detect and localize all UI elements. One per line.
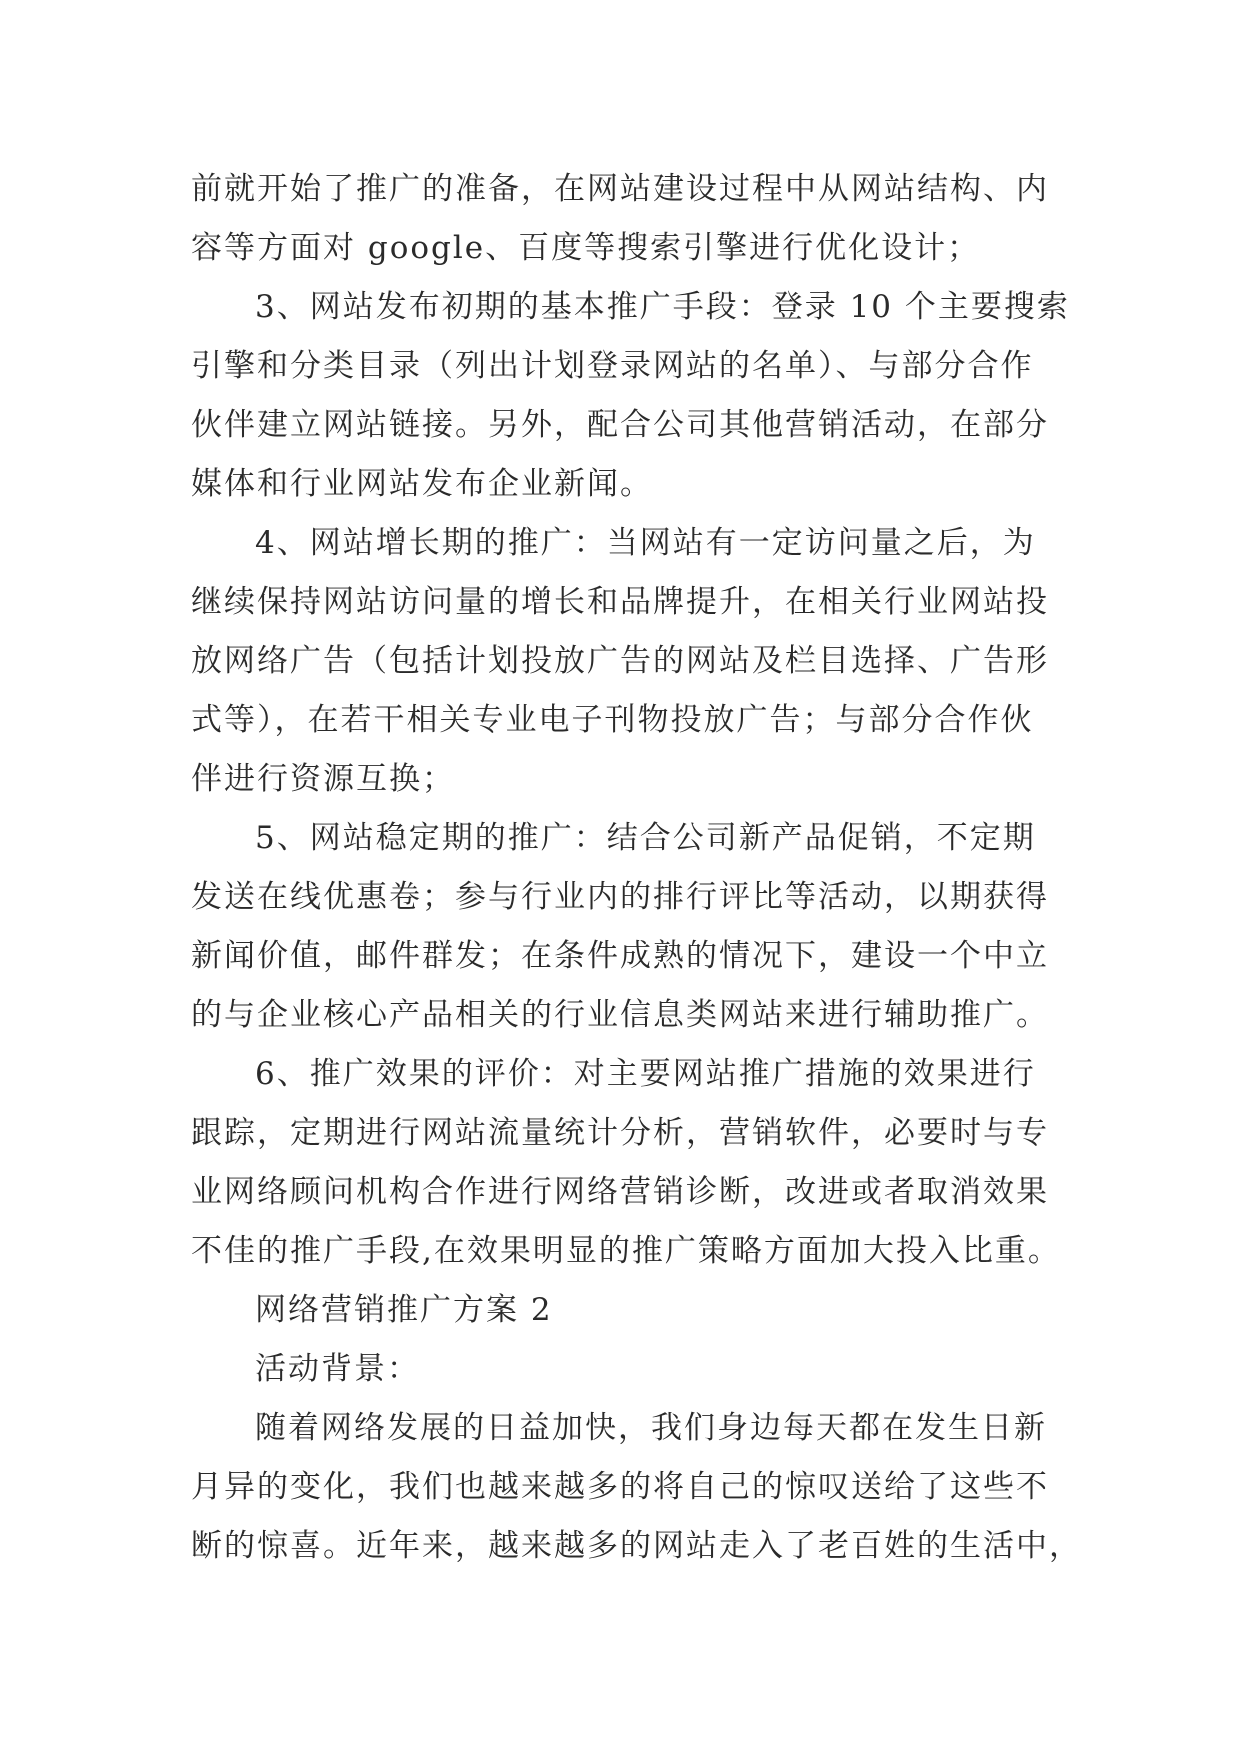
paragraph-background (191, 1399, 1082, 1576)
section-heading-plan-2 (191, 1281, 1071, 1340)
text-line: 不佳的推广手段,在效果明显的推广策略方面加大投入比重。 (191, 1233, 1061, 1269)
text-line: 6、推广效果的评价：对主要网站推广措施的效果进行 (255, 1056, 1036, 1092)
text-line: 新闻价值，邮件群发；在条件成熟的情况下，建设一个中立 (191, 938, 1049, 974)
text-line: 伙伴建立网站链接。另外，配合公司其他营销活动，在部分 (191, 407, 1049, 443)
text-line: 媒体和行业网站发布企业新闻。 (191, 466, 653, 502)
heading-text: 网络营销推广方案 2 (255, 1292, 553, 1328)
text-line: 前就开始了推广的准备，在网站建设过程中从网站结构、内 (191, 171, 1049, 207)
text-line: 业网络顾问机构合作进行网络营销诊断，改进或者取消效果 (191, 1174, 1049, 1210)
text-line: 伴进行资源互换； (191, 761, 455, 797)
text-line: 断的惊喜。近年来，越来越多的网站走入了老百姓的生活中， (191, 1528, 1082, 1564)
text-line: 的与企业核心产品相关的行业信息类网站来进行辅助推广。 (191, 997, 1049, 1033)
text-line: 容等方面对 google、百度等搜索引擎进行优化设计； (191, 230, 981, 266)
text-line: 继续保持网站访问量的增长和品牌提升，在相关行业网站投 (191, 584, 1049, 620)
text-line: 随着网络发展的日益加快，我们身边每天都在发生日新 (255, 1410, 1047, 1446)
text-line: 月异的变化，我们也越来越多的将自己的惊叹送给了这些不 (191, 1469, 1049, 1505)
text-line: 跟踪，定期进行网站流量统计分析，营销软件，必要时与专 (191, 1115, 1049, 1151)
text-line: 发送在线优惠卷；参与行业内的排行评比等活动，以期获得 (191, 879, 1049, 915)
document-body (191, 160, 1082, 1576)
text-line: 5、网站稳定期的推广：结合公司新产品促销，不定期 (255, 820, 1036, 856)
subsection-heading-background (191, 1340, 1071, 1399)
text-line: 3、网站发布初期的基本推广手段：登录 10 个主要搜索 (255, 289, 1070, 325)
heading-text: 活动背景： (255, 1351, 420, 1387)
paragraph-step-3 (191, 278, 1071, 514)
paragraph-step-4 (191, 514, 1071, 809)
paragraph-continuation (191, 160, 1071, 278)
text-line: 式等），在若干相关专业电子刊物投放广告；与部分合作伙 (191, 702, 1034, 738)
paragraph-step-5 (191, 809, 1071, 1045)
text-line: 引擎和分类目录（列出计划登录网站的名单）、与部分合作 (191, 348, 1034, 384)
text-line: 4、网站增长期的推广：当网站有一定访问量之后，为 (255, 525, 1036, 561)
text-line: 放网络广告（包括计划投放广告的网站及栏目选择、广告形 (191, 643, 1049, 679)
paragraph-step-6 (191, 1045, 1071, 1281)
